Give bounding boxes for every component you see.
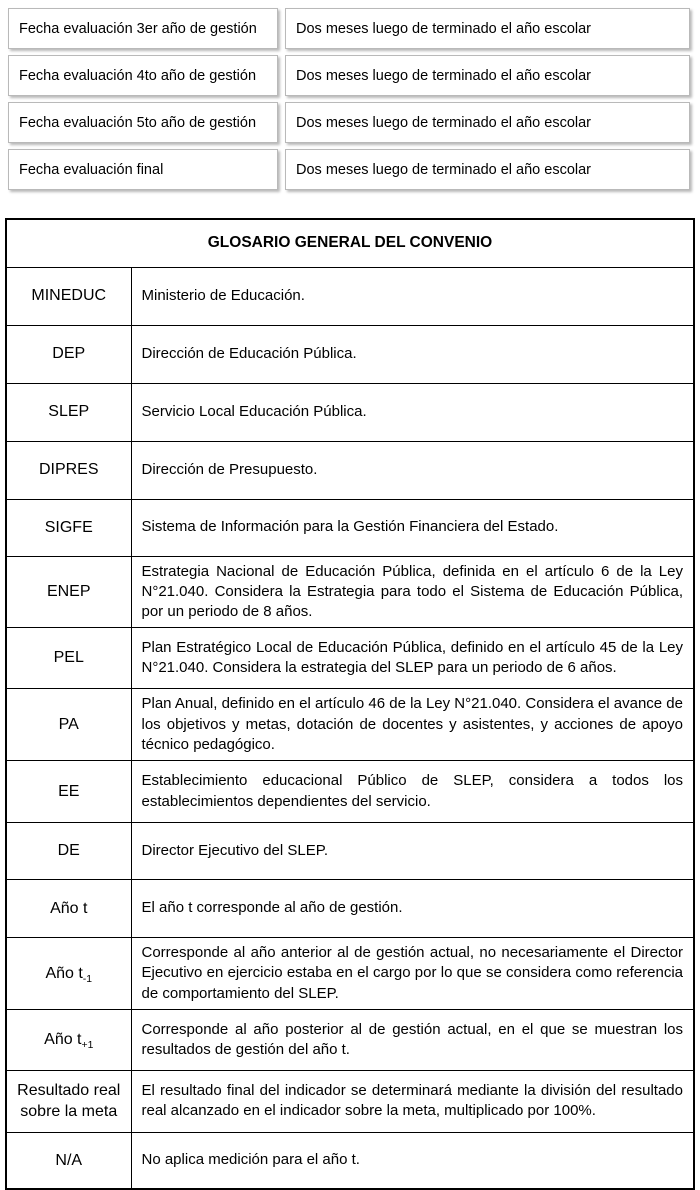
schedule-value: Dos meses luego de terminado el año escolar: [296, 114, 591, 131]
glossary-row: [6, 628, 694, 689]
glossary-row: [6, 1070, 694, 1132]
term-text: EE: [58, 782, 80, 800]
glossary-term: [6, 267, 131, 325]
glossary-definition: Corresponde al año posterior al de gestión actual, en el que se muestran los resultados de gestión del año t.: [131, 1009, 694, 1070]
glossary-row: [6, 1132, 694, 1189]
glossary-table: [5, 218, 695, 1190]
glossary-definition: Director Ejecutivo del SLEP.: [131, 823, 694, 880]
schedule-row: [8, 8, 690, 49]
schedule-value: Dos meses luego de terminado el año escolar: [296, 161, 591, 178]
glossary-term: [6, 556, 131, 628]
glossary-term: [6, 325, 131, 383]
glossary-definition: Corresponde al año anterior al de gestión actual, no necesariamente el Director Ejecutivo en ejercicio estaba en el cargo por lo que se considera como referencia de comportamiento del SLEP.: [131, 938, 694, 1010]
glossary-term: [6, 689, 131, 761]
schedule-label: Fecha evaluación 3er año de gestión: [19, 20, 257, 37]
glossary-row: [6, 823, 694, 880]
glossary-row: [6, 761, 694, 823]
term-text: MINEDUC: [31, 287, 107, 305]
schedule-label: Fecha evaluación 4to año de gestión: [19, 67, 257, 84]
glossary-term: [6, 1009, 131, 1070]
schedule-label: Fecha evaluación final: [19, 161, 164, 178]
term-text: PA: [58, 715, 79, 733]
glossary-term: [6, 1132, 131, 1189]
schedule-value-cell: [285, 149, 690, 190]
glossary-header-row: [6, 219, 694, 267]
schedule-value-cell: [285, 102, 690, 143]
glossary-row: [6, 499, 694, 556]
schedule-label-cell: [8, 55, 278, 96]
glossary-definition: Dirección de Educación Pública.: [131, 325, 694, 383]
schedule-row: [8, 55, 690, 96]
term-text: DIPRES: [38, 461, 99, 479]
schedule-label-cell: [8, 102, 278, 143]
glossary-definition: Plan Estratégico Local de Educación Pública, definido en el artículo 45 de la Ley N°21.040. Considera la estrategia del SLEP para un periodo de 6 años.: [131, 628, 694, 689]
term-text: SLEP: [48, 403, 90, 421]
term-text: SIGFE: [44, 518, 93, 536]
glossary-definition: Plan Anual, definido en el artículo 46 de la Ley N°21.040. Considera el avance de los objetivos y metas, dotación de docentes y asistentes, y acciones de apoyo técnico pedagógico.: [131, 689, 694, 761]
schedule-value: Dos meses luego de terminado el año escolar: [296, 67, 591, 84]
glossary-term: [6, 938, 131, 1010]
glossary-term: [6, 499, 131, 556]
glossary-term: [6, 441, 131, 499]
glossary-row: [6, 1009, 694, 1070]
glossary-definition: Sistema de Información para la Gestión Financiera del Estado.: [131, 499, 694, 556]
glossary-row: [6, 383, 694, 441]
glossary-term: [6, 823, 131, 880]
glossary-definition: Establecimiento educacional Público de SLEP, considera a todos los establecimientos dependientes del servicio.: [131, 761, 694, 823]
evaluation-schedule-table: [0, 0, 700, 190]
glossary-term: [6, 628, 131, 689]
term-text: Resultado real sobre la meta: [17, 1081, 121, 1121]
term-text: DE: [57, 842, 80, 860]
term-text: Año t: [44, 1030, 82, 1048]
glossary-row: [6, 441, 694, 499]
glossary-definition: No aplica medición para el año t.: [131, 1132, 694, 1189]
schedule-value: Dos meses luego de terminado el año escolar: [296, 20, 591, 37]
glossary-definition: Servicio Local Educación Pública.: [131, 383, 694, 441]
term-text: DEP: [52, 345, 86, 363]
schedule-label-cell: [8, 8, 278, 49]
glossary-term: [6, 383, 131, 441]
term-text: Año t: [50, 899, 88, 917]
glossary-definition: Ministerio de Educación.: [131, 267, 694, 325]
schedule-label-cell: [8, 149, 278, 190]
glossary-term: [6, 761, 131, 823]
glossary-row: [6, 325, 694, 383]
glossary-row: [6, 689, 694, 761]
glossary-row: [6, 267, 694, 325]
term-text: PEL: [53, 649, 84, 667]
glossary-title: GLOSARIO GENERAL DEL CONVENIO: [6, 219, 694, 267]
term-text: ENEP: [46, 583, 91, 601]
schedule-row: [8, 149, 690, 190]
term-subscript: -1: [82, 973, 93, 985]
glossary-definition: Dirección de Presupuesto.: [131, 441, 694, 499]
term-subscript: +1: [81, 1040, 94, 1052]
glossary-definition: El resultado final del indicador se determinará mediante la división del resultado real alcanzado en el indicador sobre la meta, multiplicado por 100%.: [131, 1070, 694, 1132]
schedule-value-cell: [285, 8, 690, 49]
term-text: N/A: [55, 1151, 83, 1169]
glossary-row: [6, 938, 694, 1010]
schedule-value-cell: [285, 55, 690, 96]
schedule-label: Fecha evaluación 5to año de gestión: [19, 114, 257, 131]
glossary-row: [6, 880, 694, 938]
glossary-term: [6, 1070, 131, 1132]
glossary-row: [6, 556, 694, 628]
glossary-definition: Estrategia Nacional de Educación Pública, definida en el artículo 6 de la Ley N°21.040. Considera la Estrategia para todo el Sistema de Educación Pública, por un periodo de 8 años.: [131, 556, 694, 628]
glossary-definition: El año t corresponde al año de gestión.: [131, 880, 694, 938]
schedule-row: [8, 102, 690, 143]
term-text: Año t: [45, 964, 83, 982]
glossary-term: [6, 880, 131, 938]
